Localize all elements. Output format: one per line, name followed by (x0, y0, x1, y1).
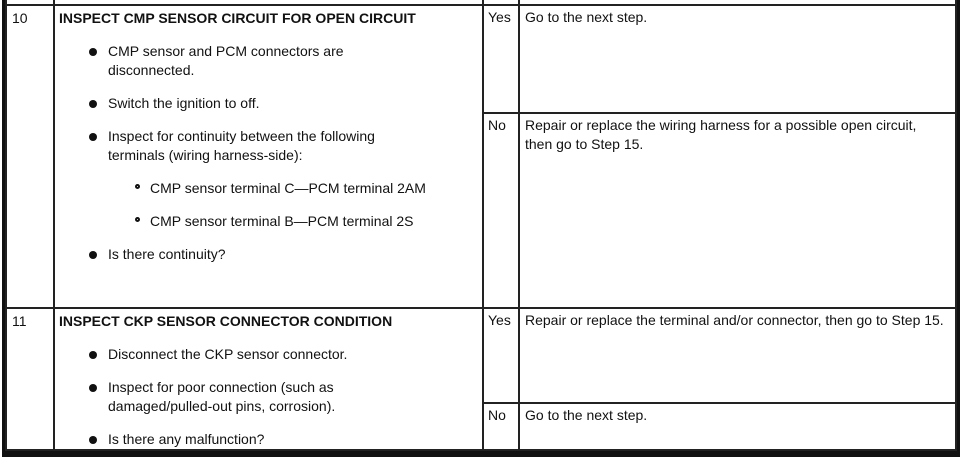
action-text: Go to the next step. (525, 9, 648, 25)
list-item (89, 345, 478, 364)
list-item (89, 94, 478, 113)
circle-bullet-icon (135, 184, 140, 189)
bullet-text: Inspect for poor connection (such as damaged/pulled-out pins, corrosion). (108, 379, 336, 414)
outcome-action (519, 403, 956, 450)
outcome-label-yes: Yes (483, 308, 519, 403)
list-item (89, 378, 478, 416)
diagnostic-table (5, 0, 957, 451)
sub-list-item (135, 179, 478, 198)
sub-bullet-text: CMP sensor terminal B—PCM terminal 2S (150, 213, 414, 229)
outcome-label-no: No (483, 403, 519, 450)
step-title: INSPECT CMP SENSOR CIRCUIT FOR OPEN CIRCUIT (59, 10, 416, 26)
table-row-step-11 (6, 308, 956, 403)
circle-bullet-icon (135, 217, 140, 222)
list-item (89, 430, 478, 449)
outcome-action (519, 308, 956, 403)
bullet-text: Switch the ignition to off. (108, 95, 260, 111)
list-item (89, 127, 478, 165)
action-text: Go to the next step. (525, 406, 648, 423)
outcome-action (519, 5, 956, 113)
step-title: INSPECT CKP SENSOR CONNECTOR CONDITION (59, 313, 393, 329)
outcome-action (519, 113, 956, 308)
bullet-text: CMP sensor and PCM connectors are disconnected. (108, 43, 344, 78)
bullet-icon (89, 384, 97, 392)
bullet-text: Is there continuity? (108, 246, 226, 262)
outcome-label-no: No (483, 113, 519, 308)
step-description (54, 5, 483, 308)
bullet-icon (89, 351, 97, 359)
bullet-icon (89, 251, 97, 259)
sub-list-item (135, 212, 478, 231)
bullet-text: Disconnect the CKP sensor connector. (108, 346, 348, 362)
step-number: 10 (6, 5, 54, 308)
sub-bullet-text: CMP sensor terminal C—PCM terminal 2AM (150, 180, 426, 196)
list-item (89, 245, 478, 264)
action-text: Repair or replace the wiring harness for a possible open circuit, then go to Step 15. (525, 117, 917, 152)
bullet-icon (89, 133, 97, 141)
table-frame (2, 0, 960, 457)
outcome-label-yes: Yes (483, 5, 519, 113)
bullet-icon (89, 48, 97, 56)
bullet-text: Inspect for continuity between the following terminals (wiring harness-side): (108, 128, 375, 163)
step-description (54, 308, 483, 450)
bullet-icon (89, 436, 97, 444)
bullet-icon (89, 100, 97, 108)
table-row-step-10 (6, 5, 956, 113)
bullet-text: Is there any malfunction? (108, 431, 265, 447)
action-text: Repair or replace the terminal and/or connector, then go to Step 15. (525, 312, 944, 328)
list-item (89, 42, 478, 80)
step-number: 11 (6, 308, 54, 450)
